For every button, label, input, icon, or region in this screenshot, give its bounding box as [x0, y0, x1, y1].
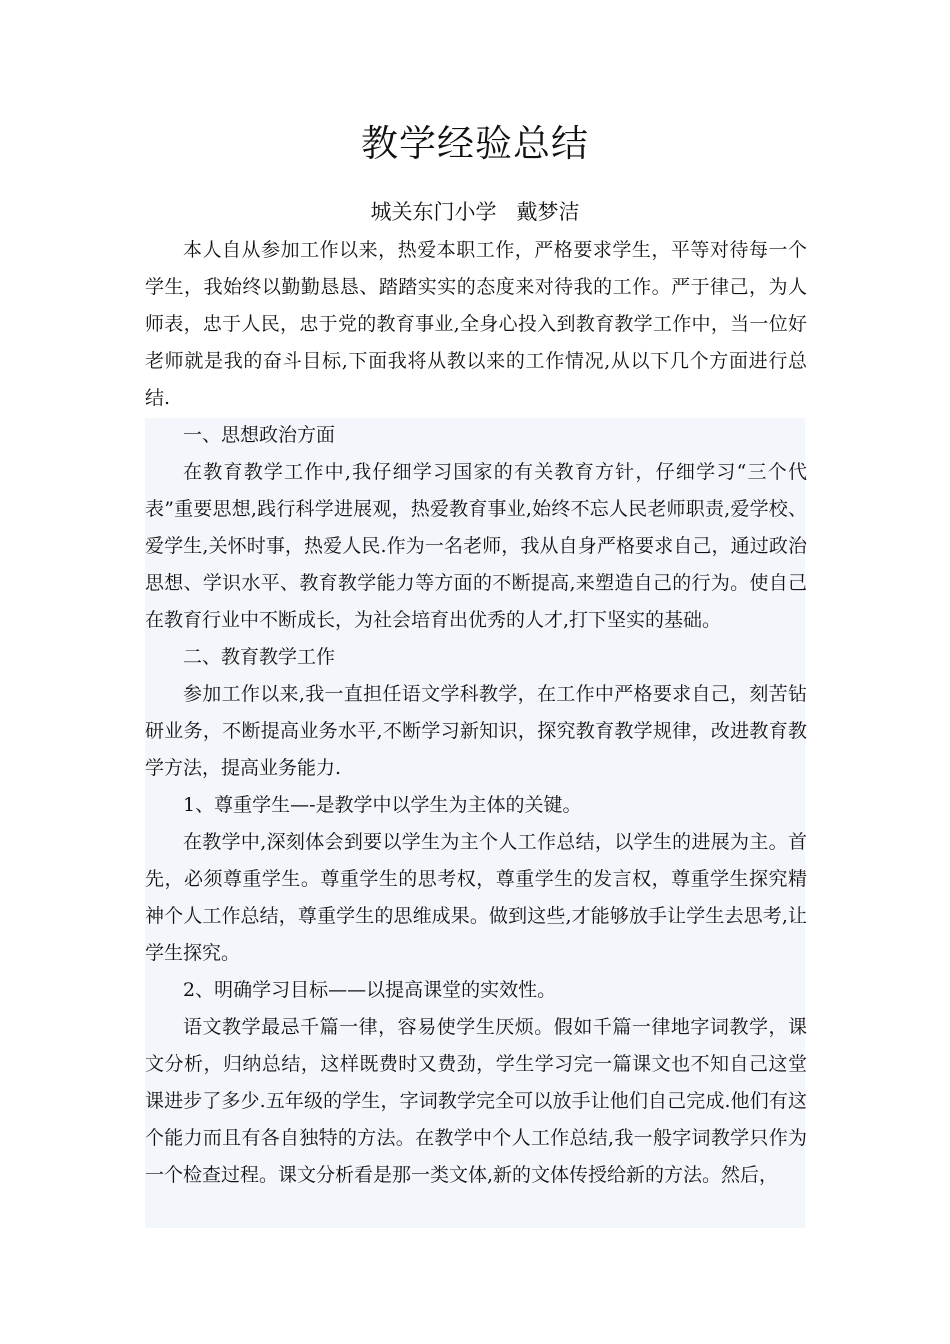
section-heading-political: 一、思想政治方面 — [183, 424, 336, 446]
section-heading-teaching: 二、教育教学工作 — [183, 646, 336, 668]
learning-goals-paragraph: 语文教学最忌千篇一律，容易使学生厌烦。假如千篇一律地字词教学，课文分析，归纳总结，这样既费时又费劲，学生学习完一篇课文也不知自己这堂课进步了多少.五年级的学生，字词教学完全可以放手让他们自己完成.他们有这个能力而且有各自独特的方法。在教学中个人工作总结,我一般字词教学只作为一个检查过程。课文分析看是那一类文体,新的文体传授给新的方法。然后， — [145, 1016, 807, 1186]
political-paragraph: 在教育教学工作中,我仔细学习国家的有关教育方针，仔细学习“三个代表”重要思想,践行科学进展观，热爱教育事业,始终不忘人民老师职责,爱学校、爱学生,关怀时事，热爱人民.作为一名老师，我从自身严格要求自己，通过政治思想、学识水平、教育教学能力等方面的不断提高,来塑造自己的行为。使自己在教育行业中不断成长，为社会培育出优秀的人才,打下坚实的基础。 — [145, 461, 807, 631]
intro-paragraph: 本人自从参加工作以来，热爱本职工作，严格要求学生，平等对待每一个学生，我始终以勤勤恳恳、踏踏实实的态度来对待我的工作。严于律己，为人师表，忠于人民，忠于党的教育事业,全身心投入到教育教学工作中，当一位好老师就是我的奋斗目标,下面我将从教以来的工作情况,从以下几个方面进行总结. — [145, 239, 807, 409]
document-title: 教学经验总结 — [361, 122, 589, 165]
subheading-learning-goals: 2、明确学习目标——以提高课堂的实效性。 — [183, 979, 557, 1001]
document-body — [145, 232, 807, 1194]
subheading-respect-students: 1、尊重学生—-是教学中以学生为主体的关键。 — [183, 794, 582, 816]
teaching-paragraph: 参加工作以来,我一直担任语文学科教学，在工作中严格要求自己，刻苦钻研业务，不断提高业务水平,不断学习新知识，探究教育教学规律，改进教育教学方法，提高业务能力. — [145, 683, 807, 779]
respect-students-paragraph: 在教学中,深刻体会到要以学生为主个人工作总结，以学生的进展为主。首先，必须尊重学生。尊重学生的思考权，尊重学生的发言权，尊重学生探究精神个人工作总结，尊重学生的思维成果。做到这些,才能够放手让学生去思考,让学生探究。 — [145, 831, 807, 964]
author-byline: 城关东门小学 戴梦洁 — [370, 200, 580, 224]
